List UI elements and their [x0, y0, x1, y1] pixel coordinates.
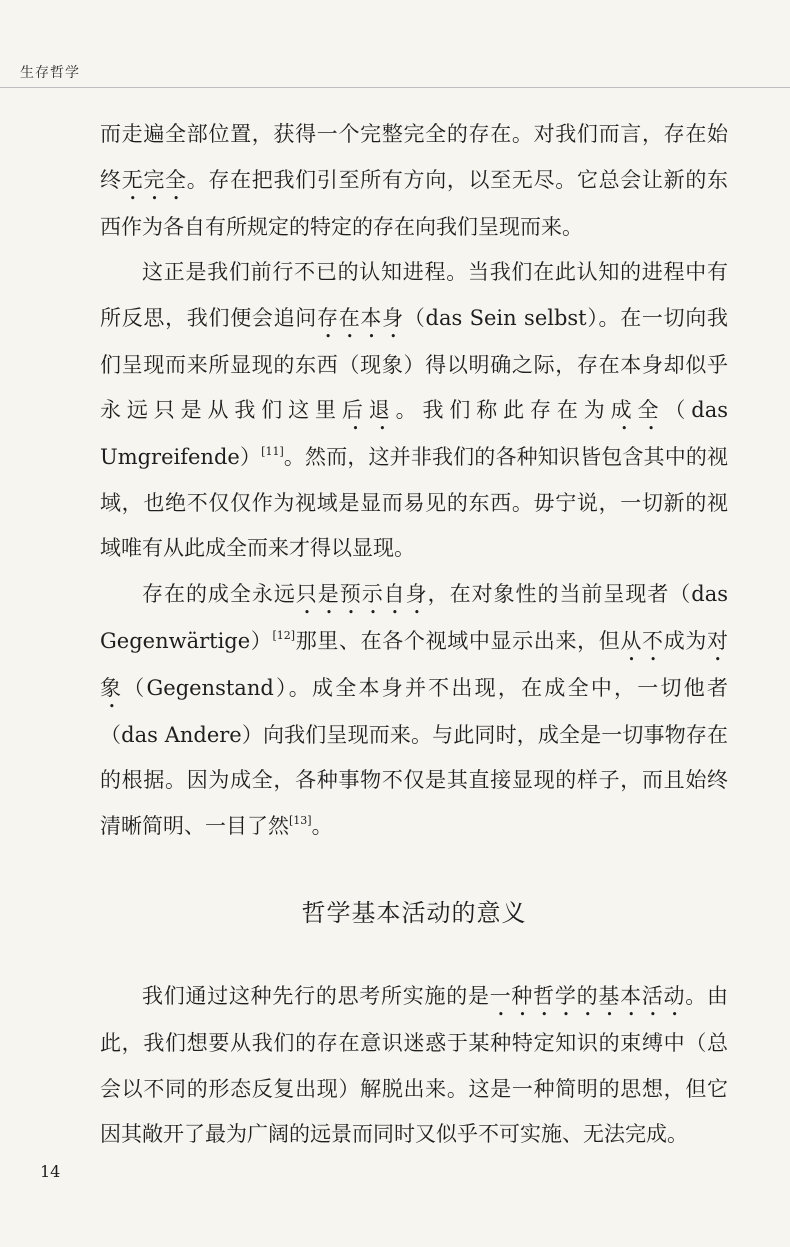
paragraph	[100, 572, 728, 850]
paragraph	[100, 112, 728, 250]
text-run: 。然而，这并非我们的各种知识皆包含其中的视域，也绝不仅仅作为视域是显而易见的东西。毋宁说，一切新的视域唯有从此成全而来才得以显现。	[100, 445, 729, 560]
text-run: 这正是我们前行不已的认知进程。当我们在此认知的进程中有所反思，我们便会追问	[100, 260, 728, 330]
text-run: 。由此，我们想要从我们的存在意识迷惑于某种特定知识的束缚中（总会以不同的形态反复出现）解脱出来。这是一种简明的思想，但它因其敞开了最为广阔的远景而同时又似乎不可实施、无法完成。	[100, 984, 729, 1146]
running-head: 生存哲学	[20, 65, 80, 81]
emphasized-text: 成全	[610, 398, 665, 422]
emphasized-text: 从不	[620, 628, 664, 653]
text-run: 。存在把我们引至所有方向，以至无尽。它总会让新的东西作为各自有所规定的特定的存在向我们呈现而来。	[100, 167, 729, 239]
emphasized-text: 只是预示自身	[295, 581, 428, 606]
emphasized-text: 无完全	[121, 167, 187, 192]
text-run: 那里、在各个视域中显示出来，但	[295, 628, 621, 653]
text-run: 而走遍全部位置，获得一个完整完全的存在。对我们而言，存在始终	[100, 122, 728, 192]
page-number: 14	[40, 1162, 61, 1181]
text-run: 我们通过这种先行的思考所实施的是	[142, 984, 490, 1008]
body-text	[100, 112, 728, 1158]
emphasized-text: 后退	[341, 398, 396, 422]
text-run: （Gegenstand）。成全本身并不出现，在成全中，一切他者（das Andere）向我们呈现而来。与此同时，成全是一切事物存在的根据。因为成全，各种事物不仅是其直接显现的样子，而且始终清晰简明、一目了然	[100, 675, 729, 838]
paragraph	[100, 250, 728, 572]
text-run: 存在的成全永远	[142, 581, 296, 606]
emphasized-text: 存在本身	[317, 305, 404, 330]
header-rule	[0, 87, 790, 88]
text-run: （das Sein selbst）。在一切向我们呈现而来所显现的东西（现象）得以明确之际，存在本身却似乎永远只是从我们这里	[100, 305, 729, 422]
text-run: 。我们称此存在为	[395, 398, 611, 422]
text-run: ，在对象性的当前呈现者（das Gegenwärtige）	[100, 581, 729, 653]
footnote-ref: [13]	[289, 813, 312, 827]
text-run: （das Umgreifende）	[100, 398, 728, 469]
emphasized-text: 一种哲学的基本活动	[489, 984, 686, 1008]
footnote-ref: [12]	[272, 628, 296, 642]
paragraphs-before	[100, 112, 728, 849]
section-heading: 哲学基本活动的意义	[301, 899, 527, 927]
text-run: 成为	[663, 628, 707, 653]
footnote-ref: [11]	[261, 445, 284, 458]
paragraphs-after	[100, 974, 728, 1158]
text-run: 。	[311, 813, 333, 838]
emphasized-text: 对象	[100, 628, 728, 700]
paragraph	[100, 974, 728, 1158]
